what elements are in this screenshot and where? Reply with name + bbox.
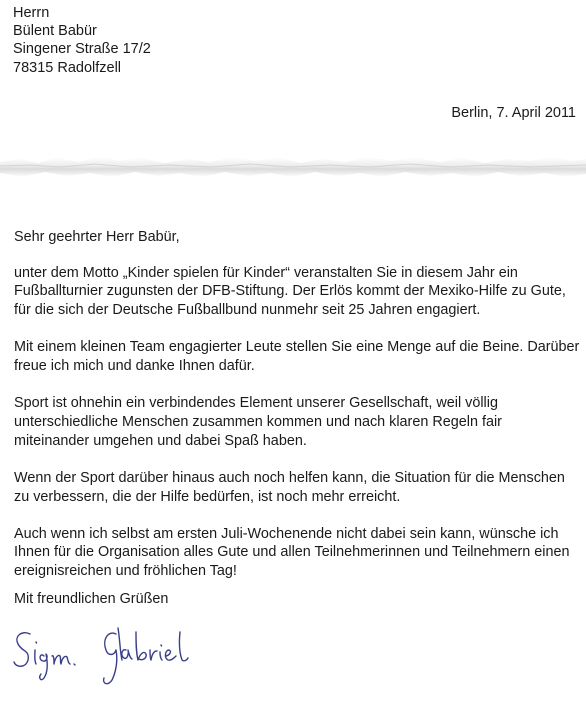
recipient-street: Singener Straße 17/2 [13,41,151,58]
paragraph-help: Wenn der Sport darüber hinaus auch noch helfen kann, die Situation für die Menschen zu verbessern, die der Hilfe bedürfen, ist noch mehr erreicht. [14,469,565,505]
torn-fold-line [0,140,586,192]
letter-date: Berlin, 7. April 2011 [451,105,576,121]
paragraph-team: Mit einem kleinen Team engagierter Leute stellen Sie eine Menge auf die Beine. Darüber freue ich mich und danke Ihnen dafür. [14,339,580,375]
letter-closing: Mit freundlichen Grüßen [14,591,169,607]
recipient-name: Bülent Babür [13,23,97,40]
paragraph-sport: Sport ist ohnehin ein verbindendes Element unserer Gesellschaft, weil völlig unterschiedliche Menschen zusammen kommen und nach klaren Regeln fair miteinander umgehen und dabei Spaß haben. [14,395,502,449]
recipient-address [13,4,151,77]
handwritten-signature [8,620,198,690]
letter-salutation: Sehr geehrter Herr Babür, [14,229,180,245]
recipient-city: 78315 Radolfzell [13,59,122,76]
address-salutation: Herrn [13,5,50,21]
paragraph-wishes: Auch wenn ich selbst am ersten Juli-Wochenende nicht dabei sein kann, wünsche ich Ihnen für die Organisation alles Gute und allen Teilnehmerinnen und Teilnehmern einen ereignisreichen und fröhlichen Tag! [14,525,570,580]
letter-body [14,228,580,599]
paragraph-motto: unter dem Motto „Kinder spielen für Kinder“ veranstalten Sie in diesem Jahr ein Fußballturnier zugunsten der DFB-Stiftung. Der Erlös kommt der Mexiko-Hilfe zu Gute, für die sich der Deutsche Fußballbund nunmehr seit 25 Jahren engagiert. [14,264,566,319]
